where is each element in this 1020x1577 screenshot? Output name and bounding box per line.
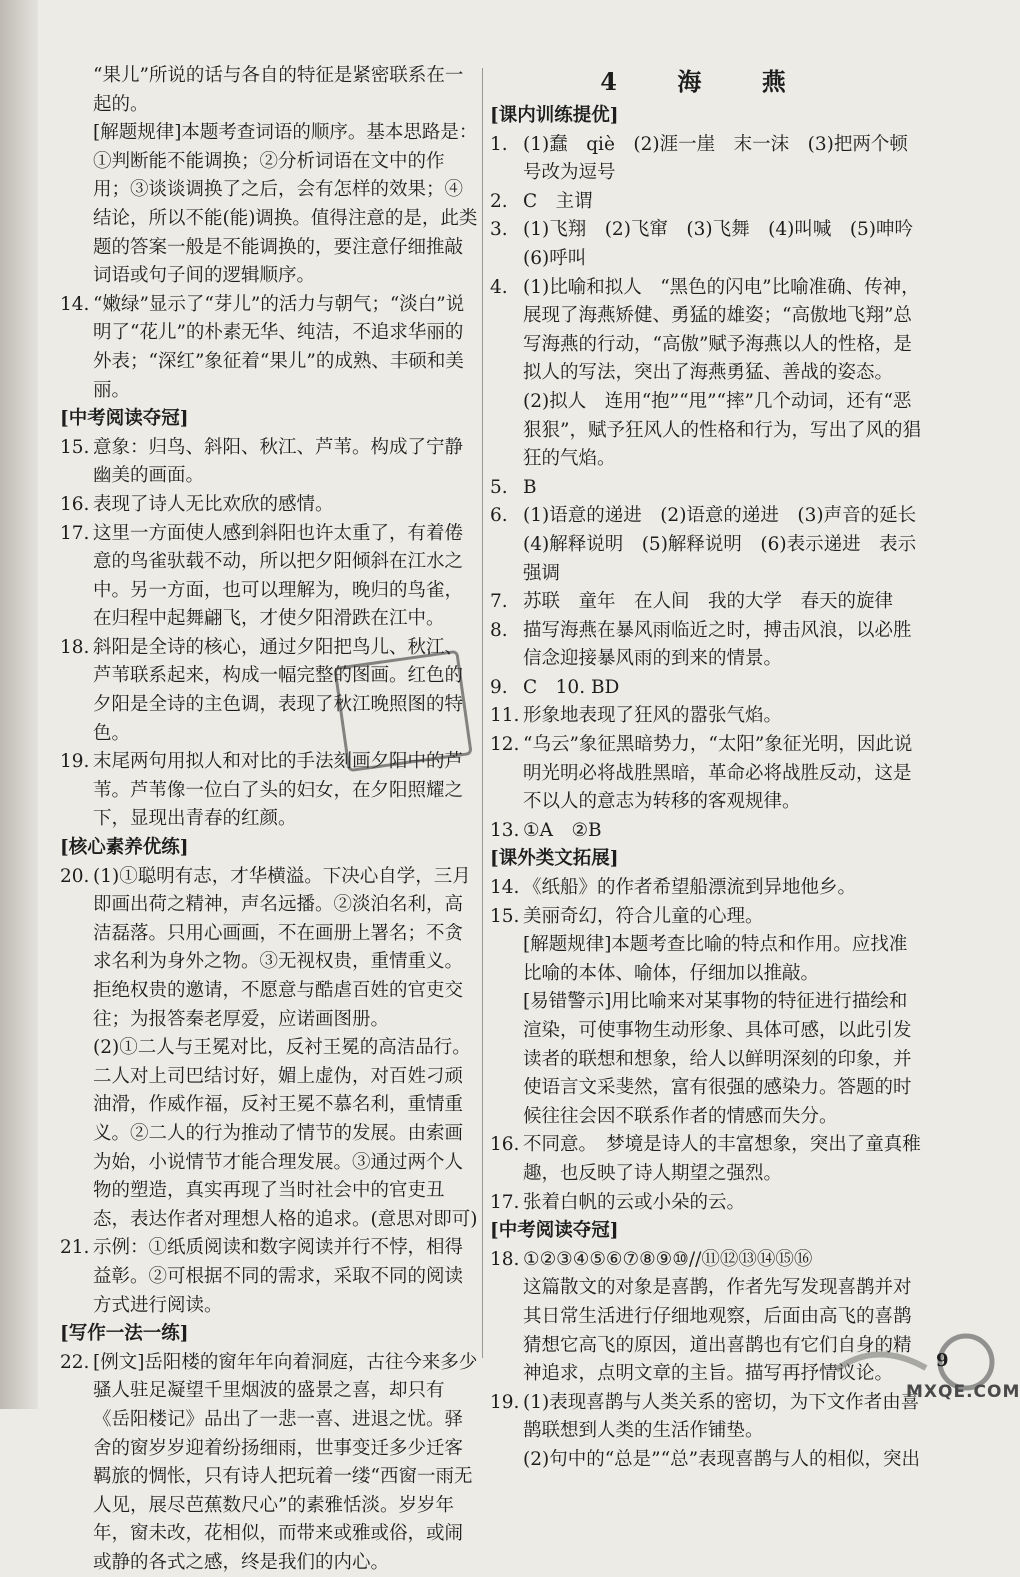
left-column (60, 62, 478, 1577)
answer-item (490, 588, 922, 617)
answer-number: 3. (490, 219, 508, 241)
answer-number: 18. (490, 1248, 520, 1270)
answer-item (490, 702, 922, 731)
answer-item (490, 474, 922, 503)
answer-item (60, 1349, 478, 1577)
answer-number: 16. (60, 493, 90, 515)
answer-continuation: 这篇散文的对象是喜鹊，作者先写发现喜鹊并对其日常生活进行仔细地观察，后面由高飞的喜鹊猜想它高飞的原因，道出喜鹊也有它们自身的精神追求，点明文章的主旨。描写再抒情议论。 (523, 1277, 912, 1385)
answer-text: 斜阳是全诗的核心，通过夕阳把鸟儿、秋江、芦苇联系起来，构成一幅完整的图画。红色的夕阳是全诗的主色调，表现了秋江晚照图的特色。 (93, 636, 464, 744)
answer-item (490, 674, 922, 703)
answer-text: 示例：①纸质阅读和数字阅读并行不悖，相得益彰。②可根据不同的需求，采取不同的阅读方式进行阅读。 (93, 1237, 464, 1316)
answer-continuation: “果儿”所说的话与各自的特征是紧密联系在一起的。 (93, 65, 464, 115)
answer-continuation: [解题规律]本题考查词语的顺序。基本思路是：①判断能不能调换；②分析词语在文中的作用；③谈谈调换了之后，会有怎样的效果；④结论，所以不能(能)调换。值得注意的是，此类题的答案一般是不能调换的，要注意仔细推敲词语或句子间的逻辑顺序。 (93, 122, 478, 287)
answer-text: B (523, 476, 537, 498)
answer-text: ①A ②B (523, 819, 602, 841)
answer-number: 4. (490, 276, 508, 298)
answer-text: 不同意。 梦境是诗人的丰富想象，突出了童真稚趣，也反映了诗人期望之强烈。 (523, 1134, 921, 1184)
answer-item (490, 1246, 922, 1275)
answer-item (490, 131, 922, 188)
answer-number: 9. (490, 676, 508, 698)
answer-number: 19. (60, 751, 90, 773)
answer-number: 20. (60, 865, 90, 887)
answer-text: (1)表现喜鹊与人类关系的密切，为下文作者由喜鹊联想到人类的生活作铺垫。 (523, 1391, 920, 1442)
answer-continuation: [解题规律]本题考查比喻的特点和作用。应找准比喻的本体、喻体，仔细加以推敲。 (523, 934, 908, 984)
answer-text: (1)蠢 qiè (2)涯一崖 末一沫 (3)把两个顿号改为逗号 (523, 133, 908, 184)
answer-text: “乌云”象征黑暗势力，“太阳”象征光明，因此说明光明必将战胜黑暗，革命必将战胜反动，这是不以人的意志为转移的客观规律。 (523, 734, 913, 813)
answer-number: 13. (490, 819, 520, 841)
answer-item (490, 274, 922, 388)
answer-number: 6. (490, 505, 508, 527)
answer-text: (1)飞翔 (2)飞窜 (3)飞舞 (4)叫喊 (5)呻吟 (6)呼叫 (523, 219, 932, 269)
answer-item (490, 817, 922, 846)
column-divider (482, 68, 483, 1358)
answer-item (490, 502, 935, 588)
answer-item (490, 1131, 922, 1188)
answer-text: (1)语意的递进 (2)语意的递进 (3)声音的延长 (4)解释说明 (5)解释说明 (6)表示递进 表示强调 (523, 505, 935, 584)
answer-number: 19. (490, 1391, 520, 1413)
answer-number: 16. (490, 1134, 520, 1156)
answer-text: 描写海燕在暴风雨临近之时，搏击风浪，以必胜信念迎接暴风雨的到来的情景。 (523, 619, 912, 670)
answer-number: 17. (490, 1191, 520, 1213)
page-number: 9 (936, 1350, 949, 1371)
answer-text: ①②③④⑤⑥⑦⑧⑨⑩//⑪⑫⑬⑭⑮⑯ (523, 1248, 813, 1270)
answer-text: 意象：归鸟、斜阳、秋江、芦苇。构成了宁静幽美的画面。 (93, 436, 464, 487)
answer-number: 12. (490, 734, 520, 756)
page-binding-edge (0, 0, 38, 1409)
answer-text: “嫩绿”显示了“芽儿”的活力与朝气；“淡白”说明了“花儿”的朴素无华、纯洁，不追求华丽的外表；“深红”象征着“果儿”的成熟、丰硕和美丽。 (93, 293, 465, 401)
section-heading: [课外类文拓展] (490, 848, 619, 870)
lesson-title: 4 海 燕 (600, 67, 812, 96)
answer-text: 末尾两句用拟人和对比的手法刻画夕阳中的芦苇。芦苇像一位白了头的妇女，在夕阳照耀之下，显现出青春的红颜。 (93, 751, 464, 830)
answer-item (490, 188, 922, 217)
answer-text: 表现了诗人无比欢欣的感情。 (93, 493, 334, 515)
answer-number: 22. (60, 1351, 90, 1373)
section-heading: [中考阅读夺冠] (490, 1220, 619, 1242)
answer-item (60, 520, 478, 634)
answer-number: 7. (490, 591, 508, 613)
answer-text: 这里一方面使人感到斜阳也许太重了，有着倦意的鸟雀驮载不动，所以把夕阳倾斜在江水之中。另一方面，也可以理解为，晚归的鸟雀，在归程中起舞翩飞，才使夕阳滑跌在江中。 (93, 522, 464, 630)
answer-number: 8. (490, 619, 508, 641)
answer-item (490, 903, 922, 932)
answer-continuation: (2)①二人与王冕对比，反衬王冕的高洁品行。二人对上司巴结讨好，媚上虚伪，对百姓刁顽油滑，作威作福，反衬王冕不慕名利，重情重义。②二人的行为推动了情节的发展。由索画为始，小说情节才能合理发展。③通过两个人物的塑造，真实再现了当时社会中的官吏丑态，表达作者对理想人格的追求。(意思对即可) (93, 1037, 478, 1230)
answer-number: 2. (490, 190, 508, 212)
section-heading: [写作一法一练] (60, 1323, 189, 1345)
answer-item (60, 863, 478, 1035)
answer-item (60, 434, 478, 491)
answer-text: [例文]岳阳楼的窗年年向着洞庭，古往今来多少骚人驻足凝望千里烟波的盛景之喜，却只有《岳阳楼记》品出了一悲一喜、进退之忧。驿舍的窗岁岁迎着纷扬细雨，世事变迁多少迁客羁旅的惆怅，只有诗人把玩着一缕“西窗一雨无人见，展尽芭蕉数尺心”的素雅恬淡。岁岁年年，窗未改，花相似，而带来或雅或俗，或闹或静的各式之感，终是我们的内心。 (93, 1351, 478, 1573)
section-heading: [核心素养优练] (60, 837, 189, 859)
answer-number: 14. (60, 293, 90, 315)
answer-item (490, 617, 922, 674)
answer-number: 5. (490, 476, 508, 498)
answer-text: 形象地表现了狂风的嚣张气焰。 (523, 705, 783, 727)
answer-text: (1)比喻和拟人 “黑色的闪电”比喻准确、传神，展现了海燕矫健、勇猛的雄姿；“高傲地飞翔”总写海燕的行动，“高傲”赋予海燕以人的性格，是拟人的写法，突出了海燕勇猛、善战的姿态。 (523, 276, 920, 384)
answer-text: 美丽奇幻，符合儿童的心理。 (523, 905, 764, 927)
answer-number: 1. (490, 133, 508, 155)
answer-number: 18. (60, 636, 90, 658)
answer-text: 《纸船》的作者希望船漂流到异地他乡。 (523, 877, 857, 899)
answer-text: C 主谓 (523, 190, 593, 212)
section-heading: [中考阅读夺冠] (60, 408, 189, 430)
right-column (490, 62, 935, 1475)
section-heading: [课内训练提优] (490, 105, 619, 126)
answer-item (60, 291, 478, 405)
answer-text: C 10. BD (523, 676, 620, 698)
answer-item (490, 874, 922, 903)
answer-item (490, 1189, 922, 1218)
answer-number: 14. (490, 877, 520, 899)
answer-number: 17. (60, 522, 90, 544)
answer-text: (1)①聪明有志，才华横溢。下决心自学，三月即画出荷之精神，声名远播。②淡泊名利，高洁磊落。只用心画画，不在画册上署名；不贪求名利为身外之物。③无视权贵，重情重义。拒绝权贵的邀请，不愿意与酷虐百姓的官吏交往；为报答秦老厚爱，应诺画图册。 (93, 865, 471, 1030)
handwritten-stamp-mark (333, 650, 473, 773)
answer-number: 15. (60, 436, 90, 458)
answer-text: 张着白帆的云或小朵的云。 (523, 1191, 746, 1213)
answer-number: 15. (490, 905, 520, 927)
answer-item (60, 491, 478, 520)
answer-number: 21. (60, 1237, 90, 1259)
answer-continuation: [易错警示]用比喻来对某事物的特征进行描绘和渲染，可使事物生动形象、具体可感，以此引发读者的联想和想象，给人以鲜明深刻的印象，并使语言文采斐然，富有很强的感染力。答题的时候往往会因不联系作者的情感而失分。 (523, 991, 912, 1127)
watermark-text: MXQE.COM (906, 1382, 1020, 1402)
answer-continuation: (2)拟人 连用“抱”“甩”“摔”几个动词，还有“恶狠狠”，赋予狂风人的性格和行为，写出了风的猖狂的气焰。 (523, 390, 921, 470)
answer-item (490, 731, 922, 817)
answer-continuation: (2)句中的“总是”“总”表现喜鹊与人的相似，突出 (523, 1448, 921, 1470)
answer-text: 苏联 童年 在人间 我的大学 春天的旋律 (523, 591, 894, 613)
answer-item (490, 216, 932, 273)
answer-number: 11. (490, 705, 520, 727)
answer-item (60, 1234, 478, 1320)
